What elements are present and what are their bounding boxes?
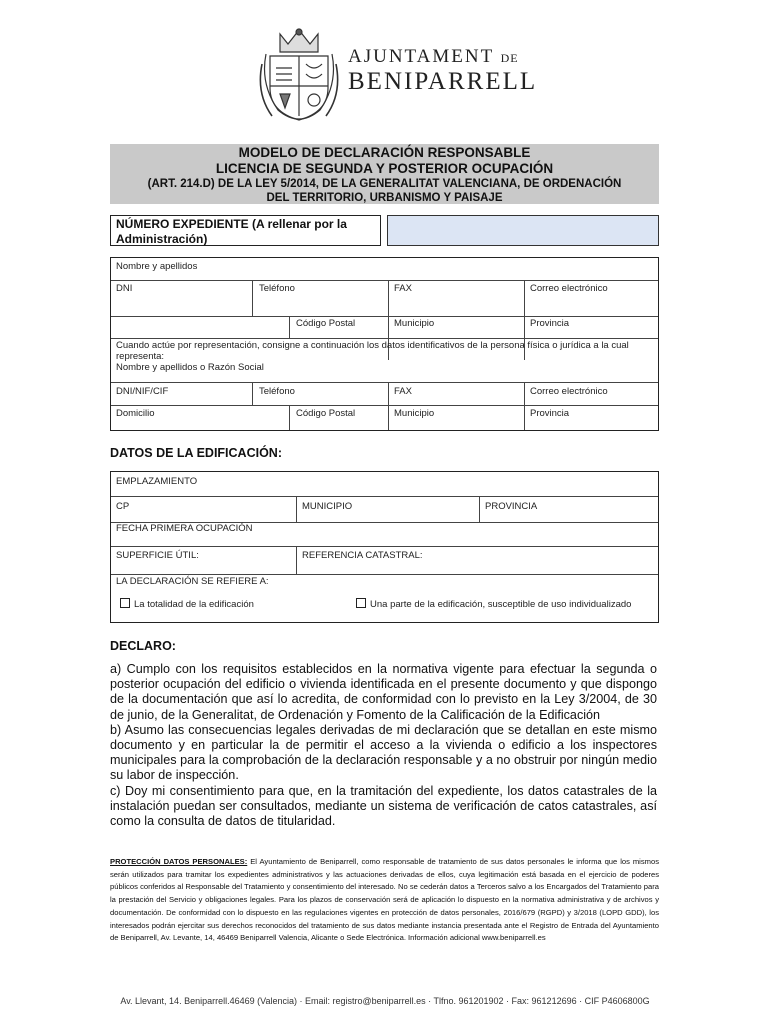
field-codigo-postal-2[interactable]: Código Postal xyxy=(296,408,356,419)
representacion-note: Cuando actúe por representación, consigne a continuación los datos identificativos de la persona física o jurídica a la cual representa: xyxy=(116,340,629,362)
expediente-input[interactable] xyxy=(387,215,659,246)
field-municipio[interactable]: Municipio xyxy=(394,318,435,329)
privacy-text: El Ayuntamiento de Beniparrell, como responsable de tratamiento de sus datos personales le informa que los mismos serán utilizados para tramitar los expedientes administrativos y las actuaciones derivadas de ellos, cuya legitimación está basada en el ejercicio de poderes públicos conferidos al Responsable del Tratamiento y consentimiento del interesado. No se cederán datos a Terceros salvo a los Encargados del Tratamiento para la prestación del Servicio y obligaciones legales. Para los plazos de conservación será de aplicación lo dispuesto en la normativa administrativa y de archivos y documentación. De conformidad con lo dispuesto en las regulaciones vigentes en protección de datos personales, 2016/679 (RGPD) y 3/2018 (LOPD GDD), los interesados podrán ejercitar sus derechos reconocidos del tratamiento de sus datos mediante instancia presentada ante el Registro de Entrada del Ayuntamiento de Beniparrell, Av. Levante, 14, 46469 Beniparrell Valencia, Alicante o Sede Electrónica. Información adicional www.beniparrell.es xyxy=(110,857,660,943)
privacy-notice xyxy=(110,856,659,945)
field-referencia-catastral[interactable]: REFERENCIA CATASTRAL: xyxy=(302,550,423,561)
declaro-body xyxy=(110,662,657,829)
field-telefono[interactable]: Teléfono xyxy=(259,283,295,294)
declaro-item-b: b) Asumo las consecuencias legales derivadas de mi declaración que se detallan en este mismo documento y en particular la de permitir el acceso a la vivienda o edificio a los inspectores municipales para la comprobación de la declaración responsable y a no obstruir por ningún medio su labor de inspección. xyxy=(110,722,657,783)
option-totalidad[interactable]: La totalidad de la edificación xyxy=(120,598,254,610)
field-municipio-edif[interactable]: MUNICIPIO xyxy=(302,501,353,512)
edificacion-table xyxy=(110,471,659,623)
field-dni-nif[interactable]: DNI/NIF/CIF xyxy=(116,386,169,397)
title-line-2: LICENCIA DE SEGUNDA Y POSTERIOR OCUPACIÓN xyxy=(215,161,554,176)
expediente-label: NÚMERO EXPEDIENTE (A rellenar por la Administración) xyxy=(110,215,381,246)
field-fax-2[interactable]: FAX xyxy=(394,386,412,397)
field-domicilio[interactable]: Domicilio xyxy=(116,408,155,419)
title-line-1: MODELO DE DECLARACIÓN RESPONSABLE xyxy=(238,145,531,160)
title-line-3: (ART. 214.D) DE LA LEY 5/2014, DE LA GENERALITAT VALENCIANA, DE ORDENACIÓN xyxy=(147,178,622,190)
municipal-crest-logo xyxy=(258,24,340,126)
field-nombre[interactable]: Nombre y apellidos xyxy=(116,261,198,272)
field-emplazamiento[interactable]: EMPLAZAMIENTO xyxy=(116,476,198,487)
section-declaro-heading: DECLARO: xyxy=(110,639,176,653)
field-cp[interactable]: CP xyxy=(116,501,130,512)
field-fecha-ocupacion[interactable]: FECHA PRIMERA OCUPACIÓN xyxy=(116,523,253,534)
refiere-label: LA DECLARACIÓN SE REFIERE A: xyxy=(116,576,269,587)
field-correo-2[interactable]: Correo electrónico xyxy=(530,386,608,397)
field-nombre-razon[interactable]: Nombre y apellidos o Razón Social xyxy=(116,362,264,373)
field-municipio-2[interactable]: Municipio xyxy=(394,408,435,419)
brand-line-1: AJUNTAMENT DE xyxy=(348,46,519,67)
form-title-box xyxy=(110,144,659,204)
brand-line-2: BENIPARRELL xyxy=(348,68,538,95)
checkbox-totalidad[interactable] xyxy=(120,598,130,608)
field-dni[interactable]: DNI xyxy=(116,283,133,294)
checkbox-parte[interactable] xyxy=(356,598,366,608)
field-codigo-postal[interactable]: Código Postal xyxy=(296,318,356,329)
field-telefono-2[interactable]: Teléfono xyxy=(259,386,295,397)
page-footer: Av. Llevant, 14. Beniparrell.46469 (Valencia) · Email: registro@beniparrell.es · Tlfno. 961201902 · Fax: 961212696 · CIF P4606800G xyxy=(120,996,650,1006)
title-line-4: DEL TERRITORIO, URBANISMO Y PAISAJE xyxy=(266,192,503,204)
section-edificacion-heading: DATOS DE LA EDIFICACIÓN: xyxy=(110,446,282,460)
privacy-label: PROTECCIÓN DATOS PERSONALES: xyxy=(110,857,248,866)
option-parte[interactable]: Una parte de la edificación, susceptible de uso individualizado xyxy=(356,598,631,610)
declaro-item-a: a) Cumplo con los requisitos establecidos en la normativa vigente para efectuar la segunda o posterior ocupación del edificio o vivienda identificada en el presente documento y que dispongo de la documentación que así lo acredita, de conformidad con lo previsto en la Ley 3/2004, de 30 de junio, de la Generalitat, de Ordenación y Fomento de la Calificación de la Edificación xyxy=(110,662,657,722)
declaro-item-c: c) Doy mi consentimiento para que, en la tramitación del expediente, los datos catastrales de la instalación puedan ser consultados, mediante un sistema de verificación de catos catastrales, así como la consulta de datos de titularidad. xyxy=(110,783,657,829)
field-provincia-2[interactable]: Provincia xyxy=(530,408,570,419)
applicant-table xyxy=(110,257,659,431)
field-superficie[interactable]: SUPERFICIE ÚTIL: xyxy=(116,550,199,561)
field-correo[interactable]: Correo electrónico xyxy=(530,283,608,294)
field-provincia-edif[interactable]: PROVINCIA xyxy=(485,501,538,512)
field-provincia[interactable]: Provincia xyxy=(530,318,570,329)
field-fax[interactable]: FAX xyxy=(394,283,412,294)
